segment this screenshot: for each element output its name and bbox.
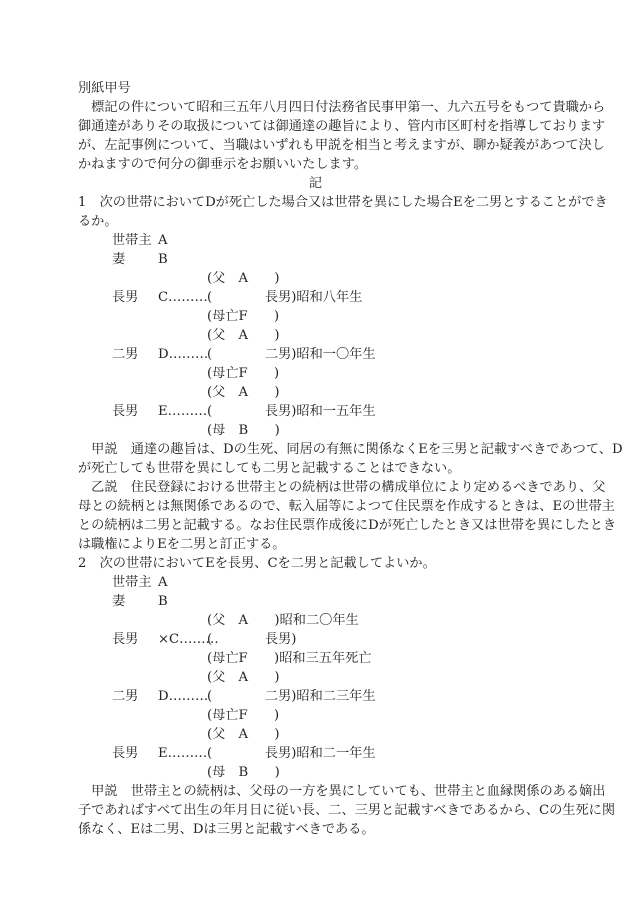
heading: 別紙甲号 <box>78 81 131 96</box>
member-name: A <box>158 575 168 590</box>
member-name: B <box>158 252 168 267</box>
parent-relation: (父 A ) <box>207 670 280 685</box>
text-line: かねますので何分の御垂示をお願いいたします。 <box>78 157 368 172</box>
relation-label: 二男 <box>112 347 139 362</box>
household-row <box>78 592 553 611</box>
household-row <box>78 744 553 763</box>
parent-relation: (父 A ) <box>207 385 280 400</box>
household-row <box>78 250 553 269</box>
household-row <box>78 630 553 649</box>
household-1-table <box>78 231 553 440</box>
relation-label: 世帯主 <box>112 233 152 248</box>
parent-relation: (父 A ) <box>207 727 280 742</box>
text-line: 乙説 住民登録における世帯主との続柄は世帯の構成単位により定めるべきであり、父 <box>78 480 606 495</box>
household-row <box>78 649 553 668</box>
household-row <box>78 611 553 630</box>
text-line: 甲説 通達の趣旨は、Dの生死、同居の有無に関係なくEを三男と記載すべきであつて、D <box>78 442 623 457</box>
parent-relation: (母 B ) <box>207 765 280 780</box>
relation-label: 妻 <box>112 594 126 609</box>
parent-relation: (父 A ) <box>207 271 280 286</box>
household-row <box>78 231 553 250</box>
text-line: 甲説 世帯主との続柄は、父母の一方を異にしていても、世帯主と血縁関係のある嫡出 <box>78 784 606 799</box>
member-name: A <box>158 233 168 248</box>
member-name: B <box>158 594 168 609</box>
question-1 <box>78 193 608 231</box>
text-line: 1 次の世帯においてDが死亡した場合又は世帯を異にした場合Eを二男とすることができ <box>78 195 608 210</box>
member-name: D……… <box>158 347 209 362</box>
text-line: 御通達がありその取扱については御通達の趣旨により、管内市区町村を指導しております <box>78 119 606 134</box>
text-line: は職権によりEを二男と訂正する。 <box>78 537 286 552</box>
household-row <box>78 421 553 440</box>
q2-theory-kou <box>78 782 616 839</box>
document-body <box>78 79 623 839</box>
parent-relation: ( 長男)昭和一五年生 <box>207 404 376 419</box>
household-row <box>78 364 553 383</box>
household-row <box>78 326 553 345</box>
member-name: ×C……… <box>158 632 219 647</box>
household-2-table <box>78 573 553 782</box>
parent-relation: (母亡F ) <box>207 309 280 324</box>
text-line: との続柄は二男と記載する。なお住民票作成後にDが死亡したとき又は世帯を異にしたとき <box>78 518 617 533</box>
parent-relation: ( 長男)昭和二一年生 <box>207 746 376 761</box>
parent-relation: ( 長男) <box>207 632 297 647</box>
question-2 <box>78 554 553 573</box>
household-row <box>78 573 553 592</box>
household-row <box>78 706 553 725</box>
household-row <box>78 402 553 421</box>
household-row <box>78 383 553 402</box>
parent-relation: ( 二男)昭和二三年生 <box>207 689 376 704</box>
parent-relation: ( 長男)昭和八年生 <box>207 290 363 305</box>
household-row <box>78 763 553 782</box>
text-line: 係なく、Eは二男、Dは三男と記載すべきである。 <box>78 822 375 837</box>
relation-label: 長男 <box>112 290 139 305</box>
text-line: 母との続柄とは無関係であるので、転入届等によつて住民票を作成するときは、Eの世帯主 <box>78 499 615 514</box>
household-row <box>78 269 553 288</box>
text-line: が、左記事例について、当職はいずれも甲説を相当と考えますが、聊か疑義があつて決し <box>78 138 605 153</box>
text-line: 2 次の世帯においてEを長男、Cを二男と記載してよいか。 <box>78 556 436 571</box>
household-row <box>78 668 553 687</box>
member-name: E……… <box>158 404 208 419</box>
parent-relation: (母亡F ) <box>207 366 280 381</box>
text-line: 子であればすべて出生の年月日に従い長、二、三男と記載すべきであるから、Cの生死に関 <box>78 803 616 818</box>
parent-relation: ( 二男)昭和一〇年生 <box>207 347 376 362</box>
relation-label: 妻 <box>112 252 126 267</box>
relation-label: 長男 <box>112 746 139 761</box>
parent-relation: (母亡F ) <box>207 708 280 723</box>
member-name: D……… <box>158 689 209 704</box>
household-row <box>78 288 553 307</box>
household-row <box>78 725 553 744</box>
q1-theory-kou <box>78 440 623 478</box>
parent-relation: (母亡F )昭和三五年死亡 <box>207 651 372 666</box>
q1-theory-otsu <box>78 478 617 554</box>
relation-label: 世帯主 <box>112 575 152 590</box>
intro-paragraph <box>78 98 606 174</box>
member-name: E……… <box>158 746 208 761</box>
text-line: るか。 <box>78 214 118 229</box>
household-row <box>78 345 553 364</box>
household-row <box>78 687 553 706</box>
household-row <box>78 307 553 326</box>
text-line: 標記の件について昭和三五年八月四日付法務省民事甲第一、九六五号をもつて貴職から <box>78 100 606 115</box>
parent-relation: (母 B ) <box>207 423 280 438</box>
relation-label: 二男 <box>112 689 139 704</box>
ki-heading: 記 <box>308 176 323 191</box>
parent-relation: (父 A )昭和二〇年生 <box>207 613 359 628</box>
relation-label: 長男 <box>112 404 139 419</box>
text-line: が死亡しても世帯を異にしても二男と記載することはできない。 <box>78 461 461 476</box>
parent-relation: (父 A ) <box>207 328 280 343</box>
member-name: C……… <box>158 290 208 305</box>
relation-label: 長男 <box>112 632 139 647</box>
